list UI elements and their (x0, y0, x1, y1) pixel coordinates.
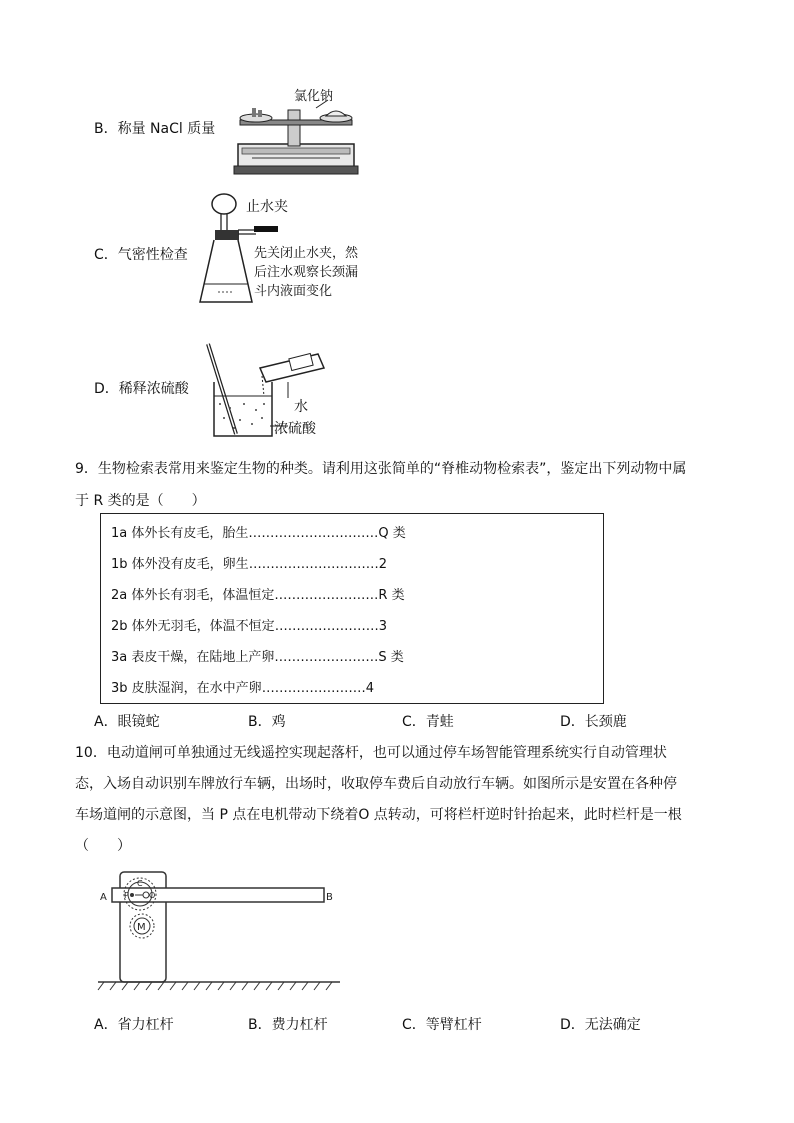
airtightness-note (254, 244, 358, 301)
question-stem-line: 态，入场自动识别车牌放行车辆，出场时，收取停车费后自动放行车辆。如图所示是安置在各种停 (75, 776, 677, 792)
gear-c-label: C (137, 879, 143, 888)
option-letter: C． (94, 247, 118, 263)
key-row: 3b 皮肤湿润，在水中产卵……………………4 (111, 681, 374, 696)
barrier-gate-figure (96, 866, 346, 1000)
option-d-q10[interactable]: D．无法确定 (560, 1017, 641, 1033)
motor-m-label: M (137, 922, 146, 933)
question-stem-line: 生物检索表常用来鉴定生物的种类。请利用这张简单的“脊椎动物检索表”，鉴定出下列动物中属 (97, 461, 687, 477)
option-a-q9[interactable]: A．眼镜蛇 (94, 714, 160, 730)
water-label: 水 (294, 399, 308, 415)
option-letter: B． (94, 121, 118, 137)
key-row: 1a 体外长有皮毛，胎生…………………………Q 类 (111, 526, 406, 541)
acid-label: 浓硫酸 (274, 421, 316, 437)
option-d-q9[interactable]: D．长颈鹿 (560, 714, 627, 730)
clip-label: 止水夹 (246, 199, 288, 215)
option-a-q10[interactable]: A．省力杠杆 (94, 1017, 174, 1033)
point-b-label: B (326, 892, 333, 903)
option-c-q8[interactable] (94, 244, 188, 264)
option-c-q10[interactable]: C．等臂杠杆 (402, 1017, 482, 1033)
question-stem-line: 电动道闸可单独通过无线遥控实现起落杆，也可以通过停车场智能管理系统实行自动管理状 (106, 745, 667, 761)
option-text: 稀释浓硫酸 (118, 381, 189, 397)
note-line: 先关闭止水夹，然 (254, 246, 359, 261)
balance-figure (232, 86, 362, 178)
key-row: 3a 表皮干燥，在陆地上产卵……………………S 类 (111, 650, 404, 665)
key-row: 2a 体外长有羽毛，体温恒定……………………R 类 (111, 588, 405, 603)
point-a-label: A (100, 892, 107, 903)
option-letter: D． (94, 381, 119, 397)
vertebrate-key-table (100, 513, 604, 704)
option-c-q9[interactable]: C．青蛙 (402, 714, 454, 730)
option-b-q10[interactable]: B．费力杠杆 (248, 1017, 328, 1033)
option-b-q8[interactable] (94, 118, 215, 138)
nacl-label: 氯化钠 (294, 89, 334, 104)
question-number: 10． (75, 745, 107, 761)
note-line: 斗内液面变化 (254, 284, 333, 299)
key-row: 1b 体外没有皮毛，卵生…………………………2 (111, 557, 387, 572)
point-p-label: P (124, 891, 129, 900)
option-b-q9[interactable]: B．鸡 (248, 714, 286, 730)
note-line: 后注水观察长颈漏 (254, 265, 359, 280)
option-text: 称量 NaCl 质量 (117, 121, 216, 137)
question-stem-line: 于 R 类的是（ ） (75, 493, 206, 509)
key-row: 2b 体外无羽毛，体温不恒定……………………3 (111, 619, 387, 634)
point-o-label: O (149, 891, 156, 900)
question-10 (75, 738, 725, 862)
option-text: 气密性检查 (117, 247, 188, 263)
question-stem-line: 车场道闸的示意图，当 P 点在电机带动下绕着O 点转动，可将栏杆逆时针抬起来，此时栏杆是一根 (75, 807, 682, 823)
question-9 (75, 454, 725, 516)
question-number: 9． (75, 461, 98, 477)
option-d-q8[interactable] (94, 378, 189, 398)
question-stem-line: （ ） (75, 838, 131, 854)
